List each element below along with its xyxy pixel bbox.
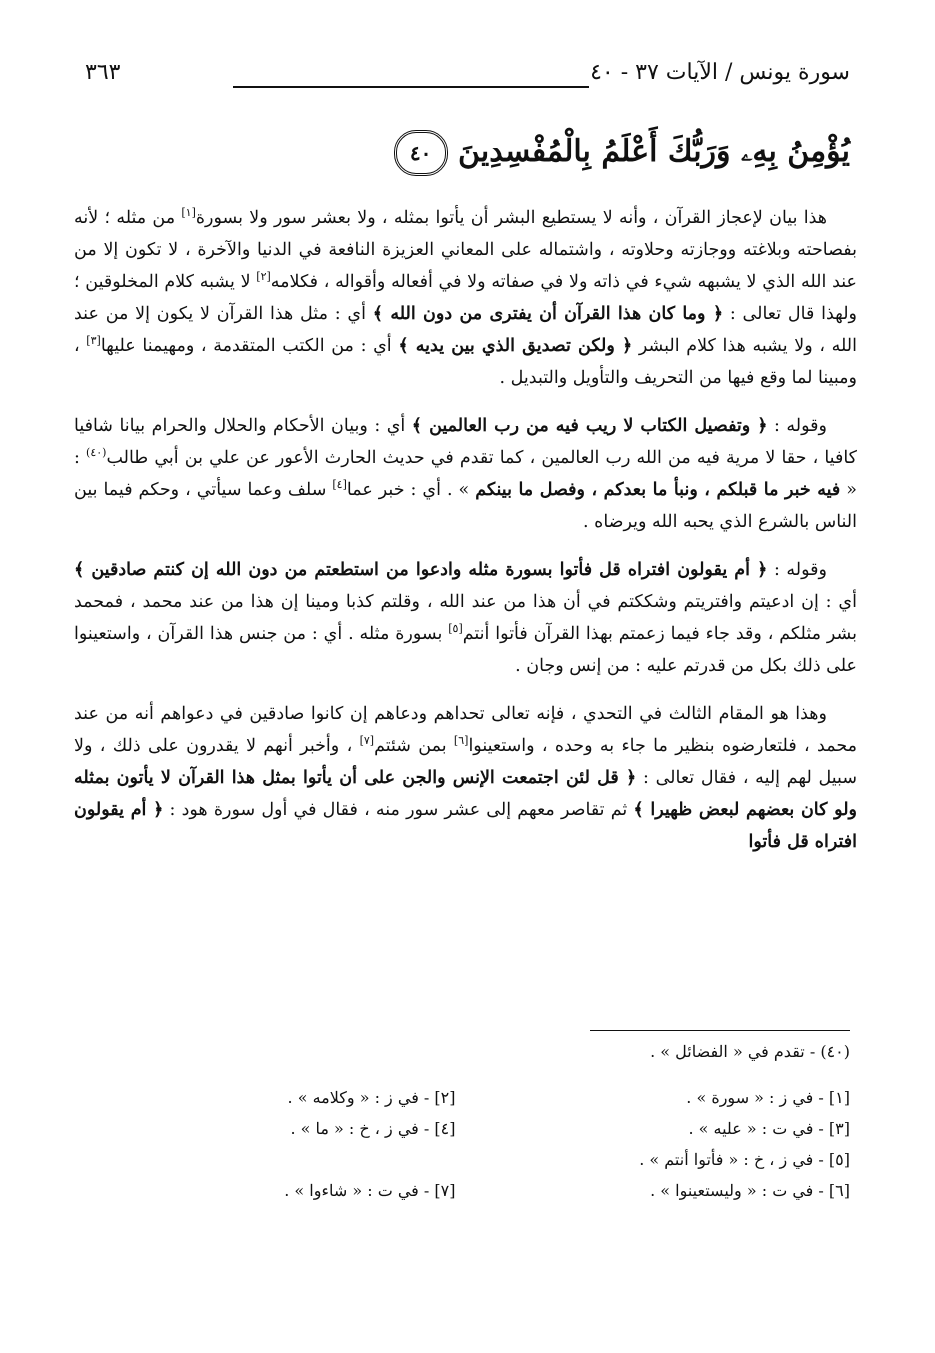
footnotes (85, 1042, 850, 1204)
footnote-separator (590, 1030, 850, 1031)
quran-verse (85, 130, 850, 182)
footnote-item: [١] - في ز : « سورة » . (686, 1088, 850, 1107)
paragraph: وهذا هو المقام الثالث في التحدي ، فإنه تعالى تحداهم ودعاهم إن كانوا صادقين في دعواهم أنه من عند محمد ، فلتعارضوه بنظير ما جاء به وحده ، واستعينوا[٦] بمن شئتم[٧] ، وأخبر أنهم لا يقدرون على ذلك ، ولا سبيل لهم إليه ، فقال تعالى : ﴿ قل لئن اجتمعت الإنس والجن على أن يأتوا بمثل هذا القرآن لا يأتون بمثله ولو كان بعضهم لبعض ظهيرا ﴾ ثم تقاصر معهم إلى عشر سور منه ، فقال في أول سورة هود : ﴿ أم يقولون افتراه قل فأتوا (74, 704, 857, 852)
verse-text: يُؤْمِنُ بِهِۦ وَرَبُّكَ أَعْلَمُ بِالْمُفْسِدِينَ (458, 134, 850, 169)
footnote-item: [٣] - في ت : « عليه » . (688, 1119, 850, 1138)
footnote-item: [٤] - في ز ، خ : « ما » . (290, 1119, 456, 1138)
header-rule (233, 86, 589, 88)
footnote-item (85, 1147, 456, 1173)
ayah-number-medallion: ٤٠ (394, 130, 448, 176)
tafsir-body (74, 202, 857, 874)
footnote-item: [٦] - في ت : « وليستعينوا » . (650, 1181, 850, 1200)
footnote-item: [٥] - في ز ، خ : « فأتوا أنتم » . (639, 1150, 850, 1169)
paragraph: وقوله : ﴿ وتفصيل الكتاب لا ريب فيه من رب العالمين ﴾ أي : وبيان الأحكام والحلال والحرام بيانا شافيا كافيا ، حقا لا مرية فيه من الله رب العالمين ، كما تقدم في حديث الحارث الأعور عن علي بن أبي طالب$^{(٤٠)}$ : « فيه خبر ما قبلكم ، ونبأ ما بعدكم ، وفصل ما بينكم » . أي : خبر عما[٤] سلف وعما سيأتي ، وحكم فيما بين الناس بالشرع الذي يحبه الله ويرضاه . (74, 416, 857, 532)
footnote-item: [٧] - في ت : « شاءوا » . (284, 1181, 456, 1200)
sura-title: سورة يونس / الآيات ٣٧ - ٤٠ (590, 60, 850, 85)
footnote-item: [٢] - في ز : « وكلامه » . (287, 1088, 456, 1107)
paragraph: وقوله : ﴿ أم يقولون افتراه قل فأتوا بسورة مثله وادعوا من استطعتم من دون الله إن كنتم صادقين ﴾ أي : إن ادعيتم وافتريتم وشككتم في أن هذا من عند الله ، وقلتم كذبا ومينا إن هذا من عند محمد ، فمحمد بشر مثلكم ، وقد جاء فيما زعمتم بهذا القرآن فأتوا أنتم[٥] بسورة مثله . أي : من جنس هذا القرآن ، واستعينوا على ذلك بكل من قدرتم عليه : من إنس وجان . (74, 560, 857, 676)
paragraph: هذا بيان لإعجاز القرآن ، وأنه لا يستطيع البشر أن يأتوا بمثله ، ولا بعشر سور ولا بسورة[١] من مثله ؛ لأنه بفصاحته وبلاغته ووجازته وحلاوته ، واشتماله على المعاني العزيزة النافعة في الدنيا والآخرة ، لا تكون إلا من عند الله الذي لا يشبهه شيء في ذاته ولا في صفاته ولا في أفعاله وأقواله ، فكلامه[٢] لا يشبه كلام المخلوقين ؛ ولهذا قال تعالى : ﴿ وما كان هذا القرآن أن يفترى من دون الله ﴾ أي : مثل هذا القرآن لا يكون إلا من عند الله ، ولا يشبه هذا كلام البشر ﴿ ولكن تصديق الذي بين يديه ﴾ أي : من الكتب المتقدمة ، ومهيمنا عليها[٣] ، ومبينا لما وقع فيها من التحريف والتأويل والتبديل . (74, 206, 857, 388)
page-number: ٣٦٣ (85, 60, 121, 85)
page-header (85, 60, 850, 100)
footnote-main: (٤٠) - تقدم في « الفضائل » . (650, 1042, 850, 1061)
footnote-list (85, 1085, 850, 1204)
